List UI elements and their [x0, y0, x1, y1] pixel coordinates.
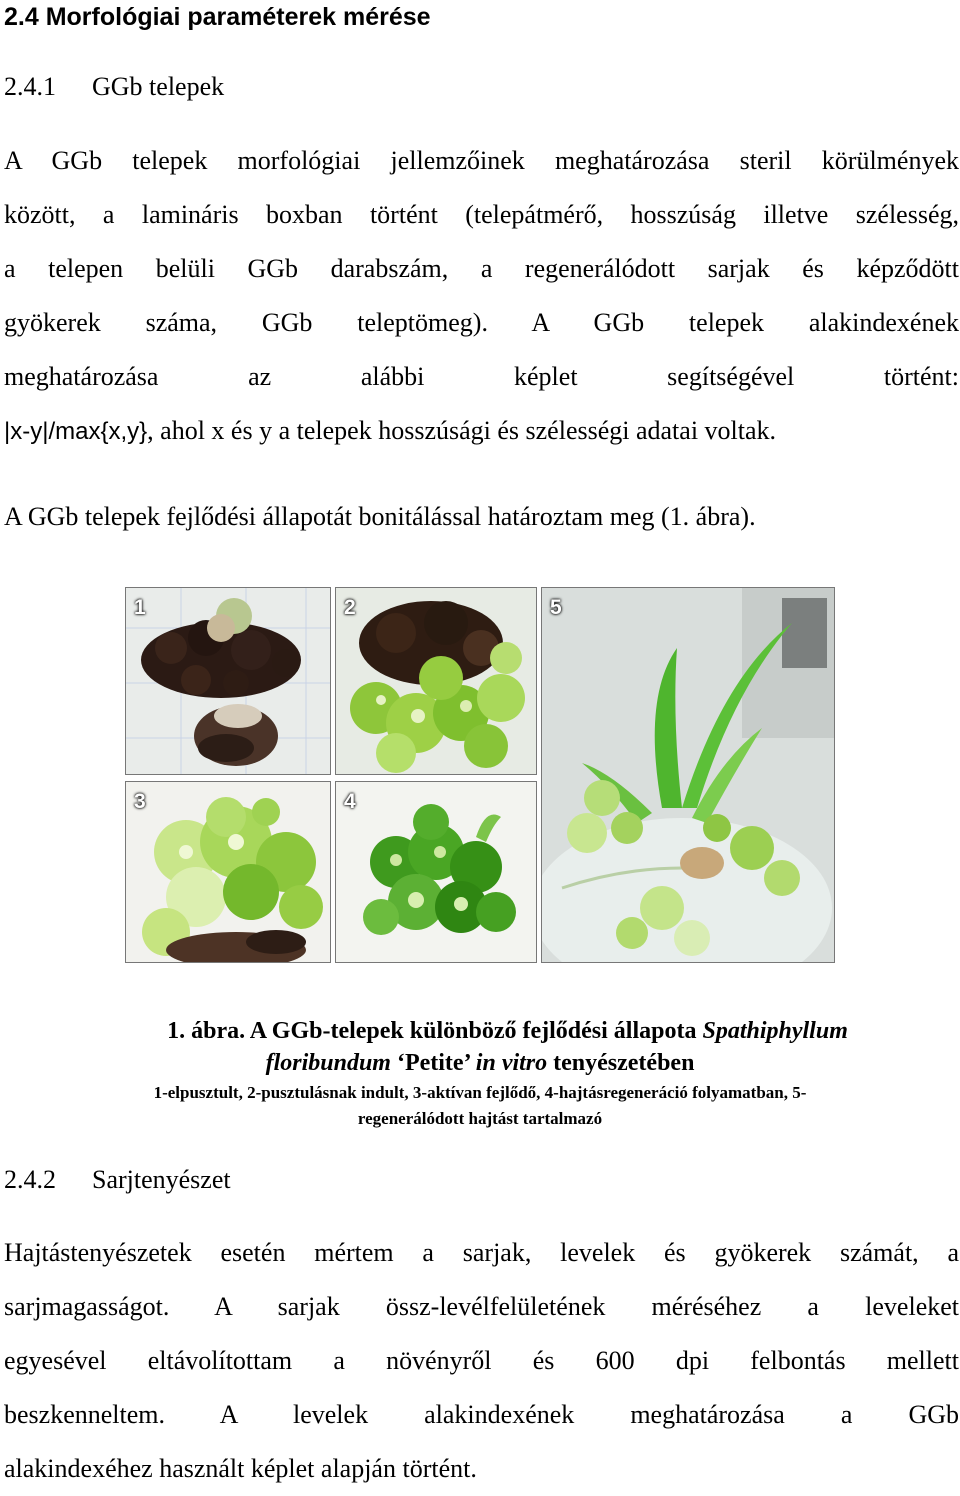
figure-panel-1-dead-callus — [125, 587, 331, 775]
cultivar-name: ‘Petite’ — [390, 1050, 476, 1076]
paragraph-line: alakindexéhez használt képlet alapján történt. — [4, 1454, 477, 1483]
paragraph-line: a telepen belüli GGb darabszám, a regenerálódott sarjak és képződött — [4, 254, 959, 283]
in-vitro-term: in vitro — [475, 1050, 548, 1076]
paragraph-line: Hajtástenyészetek esetén mértem a sarjak, levelek és gyökerek számát, a — [4, 1238, 959, 1267]
figure-legend-line: regenerálódott hajtást tartalmazó — [357, 1109, 603, 1128]
figure-panel-3-actively-growing — [125, 781, 331, 963]
paragraph-line: beszkenneltem. A levelek alakindexének meghatározása a GGb — [4, 1400, 959, 1429]
photo-illustration — [126, 588, 330, 774]
figure-caption — [0, 1015, 960, 1079]
paragraph-ggb-morphology — [4, 134, 959, 458]
figure-panel-4-shoot-regeneration — [335, 781, 537, 963]
panel-label: 1 — [134, 596, 146, 619]
subsection-label: Sarjtenyészet — [92, 1165, 231, 1194]
formula-explanation: , ahol x és y a telepek hosszúsági és szélességi adatai voltak. — [147, 416, 777, 445]
photo-illustration — [336, 782, 536, 962]
photo-illustration — [336, 588, 536, 774]
species-epithet: floribundum — [265, 1050, 391, 1076]
figure-panel-5-regenerated-shoot — [541, 587, 835, 963]
panel-label: 2 — [344, 596, 356, 619]
panel-label: 4 — [344, 790, 356, 813]
panel-label: 3 — [134, 790, 146, 813]
formula-line — [4, 404, 959, 458]
paragraph-line: egyesével eltávolítottam a növényről és 600 dpi felbontás mellett — [4, 1346, 959, 1375]
figure-caption-line-1 — [0, 1015, 960, 1047]
section-title: 2.4 Morfológiai paraméterek mérése — [4, 3, 431, 31]
panel-label: 5 — [550, 596, 562, 619]
photo-illustration — [126, 782, 330, 962]
paragraph-line: A GGb telepek morfológiai jellemzőinek meghatározása steril körülmények — [4, 146, 959, 175]
subsection-title-ggb — [4, 70, 224, 104]
figure-caption-title: 1. ábra. A GGb-telepek különböző fejlődési állapota — [167, 1018, 703, 1044]
subsection-number: 2.4.1 — [4, 72, 56, 101]
subsection-number: 2.4.2 — [4, 1165, 56, 1194]
paragraph-line: sarjmagasságot. A sarjak össz-levélfelületének méréséhez a leveleket — [4, 1292, 959, 1321]
subsection-title-shoot-culture — [4, 1163, 231, 1197]
species-genus: Spathiphyllum — [702, 1018, 848, 1044]
paragraph-bonitation — [4, 490, 959, 544]
paragraph-line: között, a lamináris boxban történt (telepátmérő, hosszúság illetve szélesség, — [4, 200, 959, 229]
paragraph-line: A GGb telepek fejlődési állapotát bonitálással határoztam meg (1. ábra). — [4, 502, 756, 531]
figure-caption-end: tenyészetében — [547, 1050, 695, 1076]
shape-index-formula: |x-y|/max{x,y} — [4, 418, 148, 445]
photo-illustration — [542, 588, 834, 962]
paragraph-shoot-culture — [4, 1226, 959, 1496]
paragraph-line: gyökerek száma, GGb teleptömeg). A GGb telepek alakindexének — [4, 308, 959, 337]
figure-legend-line: 1-elpusztult, 2-pusztulásnak indult, 3-aktívan fejlődő, 4-hajtásregeneráció folyamatban, 5- — [153, 1083, 807, 1102]
figure-legend — [0, 1080, 960, 1132]
paragraph-line: meghatározása az alábbi képlet segítségével történt: — [4, 362, 959, 391]
figure-panel-2-starting-decay — [335, 587, 537, 775]
figure-caption-line-2 — [0, 1047, 960, 1079]
subsection-label: GGb telepek — [92, 72, 225, 101]
